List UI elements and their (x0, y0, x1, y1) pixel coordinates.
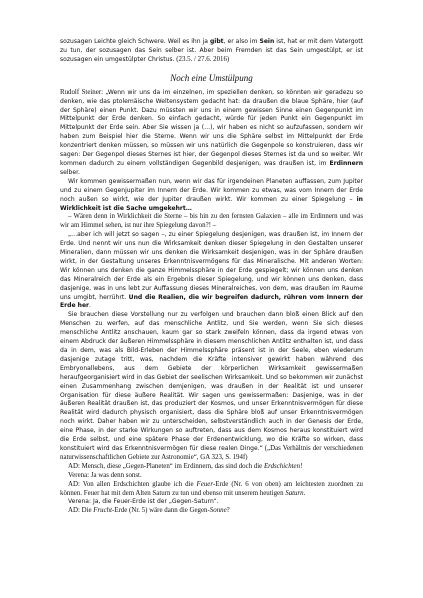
steiner-quote-paragraph: Rudolf Steiner: „Wenn wir uns da im einzelnen, im speziellen denken, so könnten wir geradezu so denken, wie das ptolemäische Weltensystem gedacht hat: da draußen die blaue Sphäre, hier (auf der Sphäre) einen Punkt. Dazu müssten wir uns in einem gewissen Sinne einen Gegenpunkt im Mittelpunkt der Erde denken. So einfach gedacht, würde für jeden Punkt ein Gegenpunkt im Mittelpunkt der Erde sein. Aber Sie wissen ja (…), wir haben es nicht so aufzufassen, sondern wir haben zum Beispiel hier die Sterne. Wenn wir uns die Sphäre selbst im Mittelpunkt der Erde konzentriert denken müssen, so müssen wir uns natürlich die Gegenpole so konstruieren, dass wir sagen: Der Gegenpol dieses Sternes ist hier, der Gegenpol dieses Sternes ist da und so weiter. Wir kommen dadurch zu einem vollständigen Gegenbild desjenigen, was draußen ist, im Erdinnern selber. (60, 88, 363, 176)
jupiter-paragraph: Wir kommen gewissermaßen nun, wenn wir das für irgendeinen Planeten auffassen, zum Jupiter und zu einem Gegenjupiter im Innern der Erde. Wir kommen zu etwas, was vom Innern der Erde noch außen so wirkt, wie der Jupiter draußen wirkt. Wir kommen zu einer Spiegelung – in Wirklichkeit ist die Sache umgekehrt… (60, 177, 363, 212)
dialogue-line: AD: Von allen Erdschichten glaube ich die Feuer-Erde (Nr. 6 von oben) am leichtesten zuordnen zu können. Feuer hat mit dem Alten Saturn zu tun und ebenso mit unserem heutigen Saturn. (60, 480, 364, 497)
intro-paragraph: sozusagen Leichte gleich Schwere. Weil es ihn ja gibt, er also im Sein ist, hat er mit dem Vatergott zu tun, der sozusagen das Sein selber ist. Aber beim Fremden ist das Sein umgestülpt, er ist sozusagen ein umgestülpter Christus. (23.5. / 27.6. 2016) (60, 38, 363, 63)
countenance-paragraph: Sie brauchen diese Vorstellung nur zu verfolgen und brauchen dann bloß einen Blick auf den Menschen zu werfen, auf das menschliche Antlitz, und Sie werden, wenn Sie sich dieses menschliche Antlitz anschauen, kaum gar so stark zweifeln können, dass da irgend etwas von einem Abdruck der äußeren Himmelssphäre in diesem menschlichen Antlitz enthalten ist, und dass da in dem, was als Bild-Erleben der Himmelssphäre präsent ist in der Seele, eben wiederum dasjenige zutage tritt, was, nachdem die Kräfte intensiver gewirkt haben während des Embryonallebens, aus dem Gebiete der körperlichen Wirksamkeit gewissermaßen heraufgeorganisiert wird in das Gebiet der seelischen Wirksamkeit. Und so bekommen wir zunächst einen Zusammenhang zwischen demjenigen, was draußen in der Realität ist und unserer Organisation für diese äußere Realität. Wir sagen uns gewissermaßen: Dasjenige, was in der äußeren Realität draußen ist, das produziert der Kosmos, und unser Erkenntnisvermögen für diese Realität wird dadurch physisch organisiert, dass die Sphäre bloß auf unser Erkenntnisvermögen noch wirkt. Daher haben wir zu unterscheiden, selbstverständlich auch in der Genesis der Erde, eine Phase, in der starke Wirkungen so auftreten, dass aus dem Kosmos heraus konstituiert wird die Erde selbst, und eine spätere Phase der Erdenentwicklung, wo die Kräfte so wirken, dass konstituiert wird das Erkenntnisvermögen für diese realen Dinge.“ („Das Verhältnis der verschiedenen naturwissenschaftlichen Gebiete zur Astronomie“, GA 323, S. 194f) (60, 311, 363, 461)
dialogue-line: AD: Die Frucht-Erde (Nr. 5) wäre dann die Gegen-Sonne? (68, 507, 230, 515)
mirroring-paragraph: „…aber ich will jetzt so sagen –, zu einer Spiegelung desjenigen, was draußen ist, im Innern der Erde. Und nennt wir uns nun die Wirksamkeit denken dieser Spiegelung in den Gestalten unserer Mineralien, dann müssen wir uns denken die Wirksamkeit desjenigen, was in der Sphäre draußen wirkt, in der Gestaltung unseres Erkenntnisvermögens für das Mineralische. Mit anderen Worten: Wir können uns denken die ganze Himmelssphäre in der Erde gespiegelt; wir können uns denken das Mineralreich der Erde als ein Ergebnis dieser Spiegelung, und wir können uns denken, dass dasjenige, was in uns lebt zur Auffassung dieses Mineralreiches, von dem, was draußen im Raume uns umgibt, herrührt. Und die Realien, die wir begreifen dadurch, rühren vom Innern der Erde her. (60, 231, 363, 310)
interjection-paragraph: – Wären denn in Wirklichkeit die Sterne – bis hin zu den fernsten Galaxien – alle im Erdinnern und was wir am Himmel sehen, ist nur ihre Spiegelung davon?! – (60, 213, 363, 230)
dialogue-line: Verena: Ja, die Feuer-Erde ist der „Gegen-Saturn“. (68, 498, 219, 506)
dialogue-line: Verena: Ja was denn sonst. (68, 471, 142, 479)
dialogue-line: AD: Mensch, diese „Gegen-Planeten“ im Erdinnern, das sind doch die Erdschichten! (68, 462, 303, 470)
section-heading: Noch eine Umstülpung (170, 72, 253, 83)
